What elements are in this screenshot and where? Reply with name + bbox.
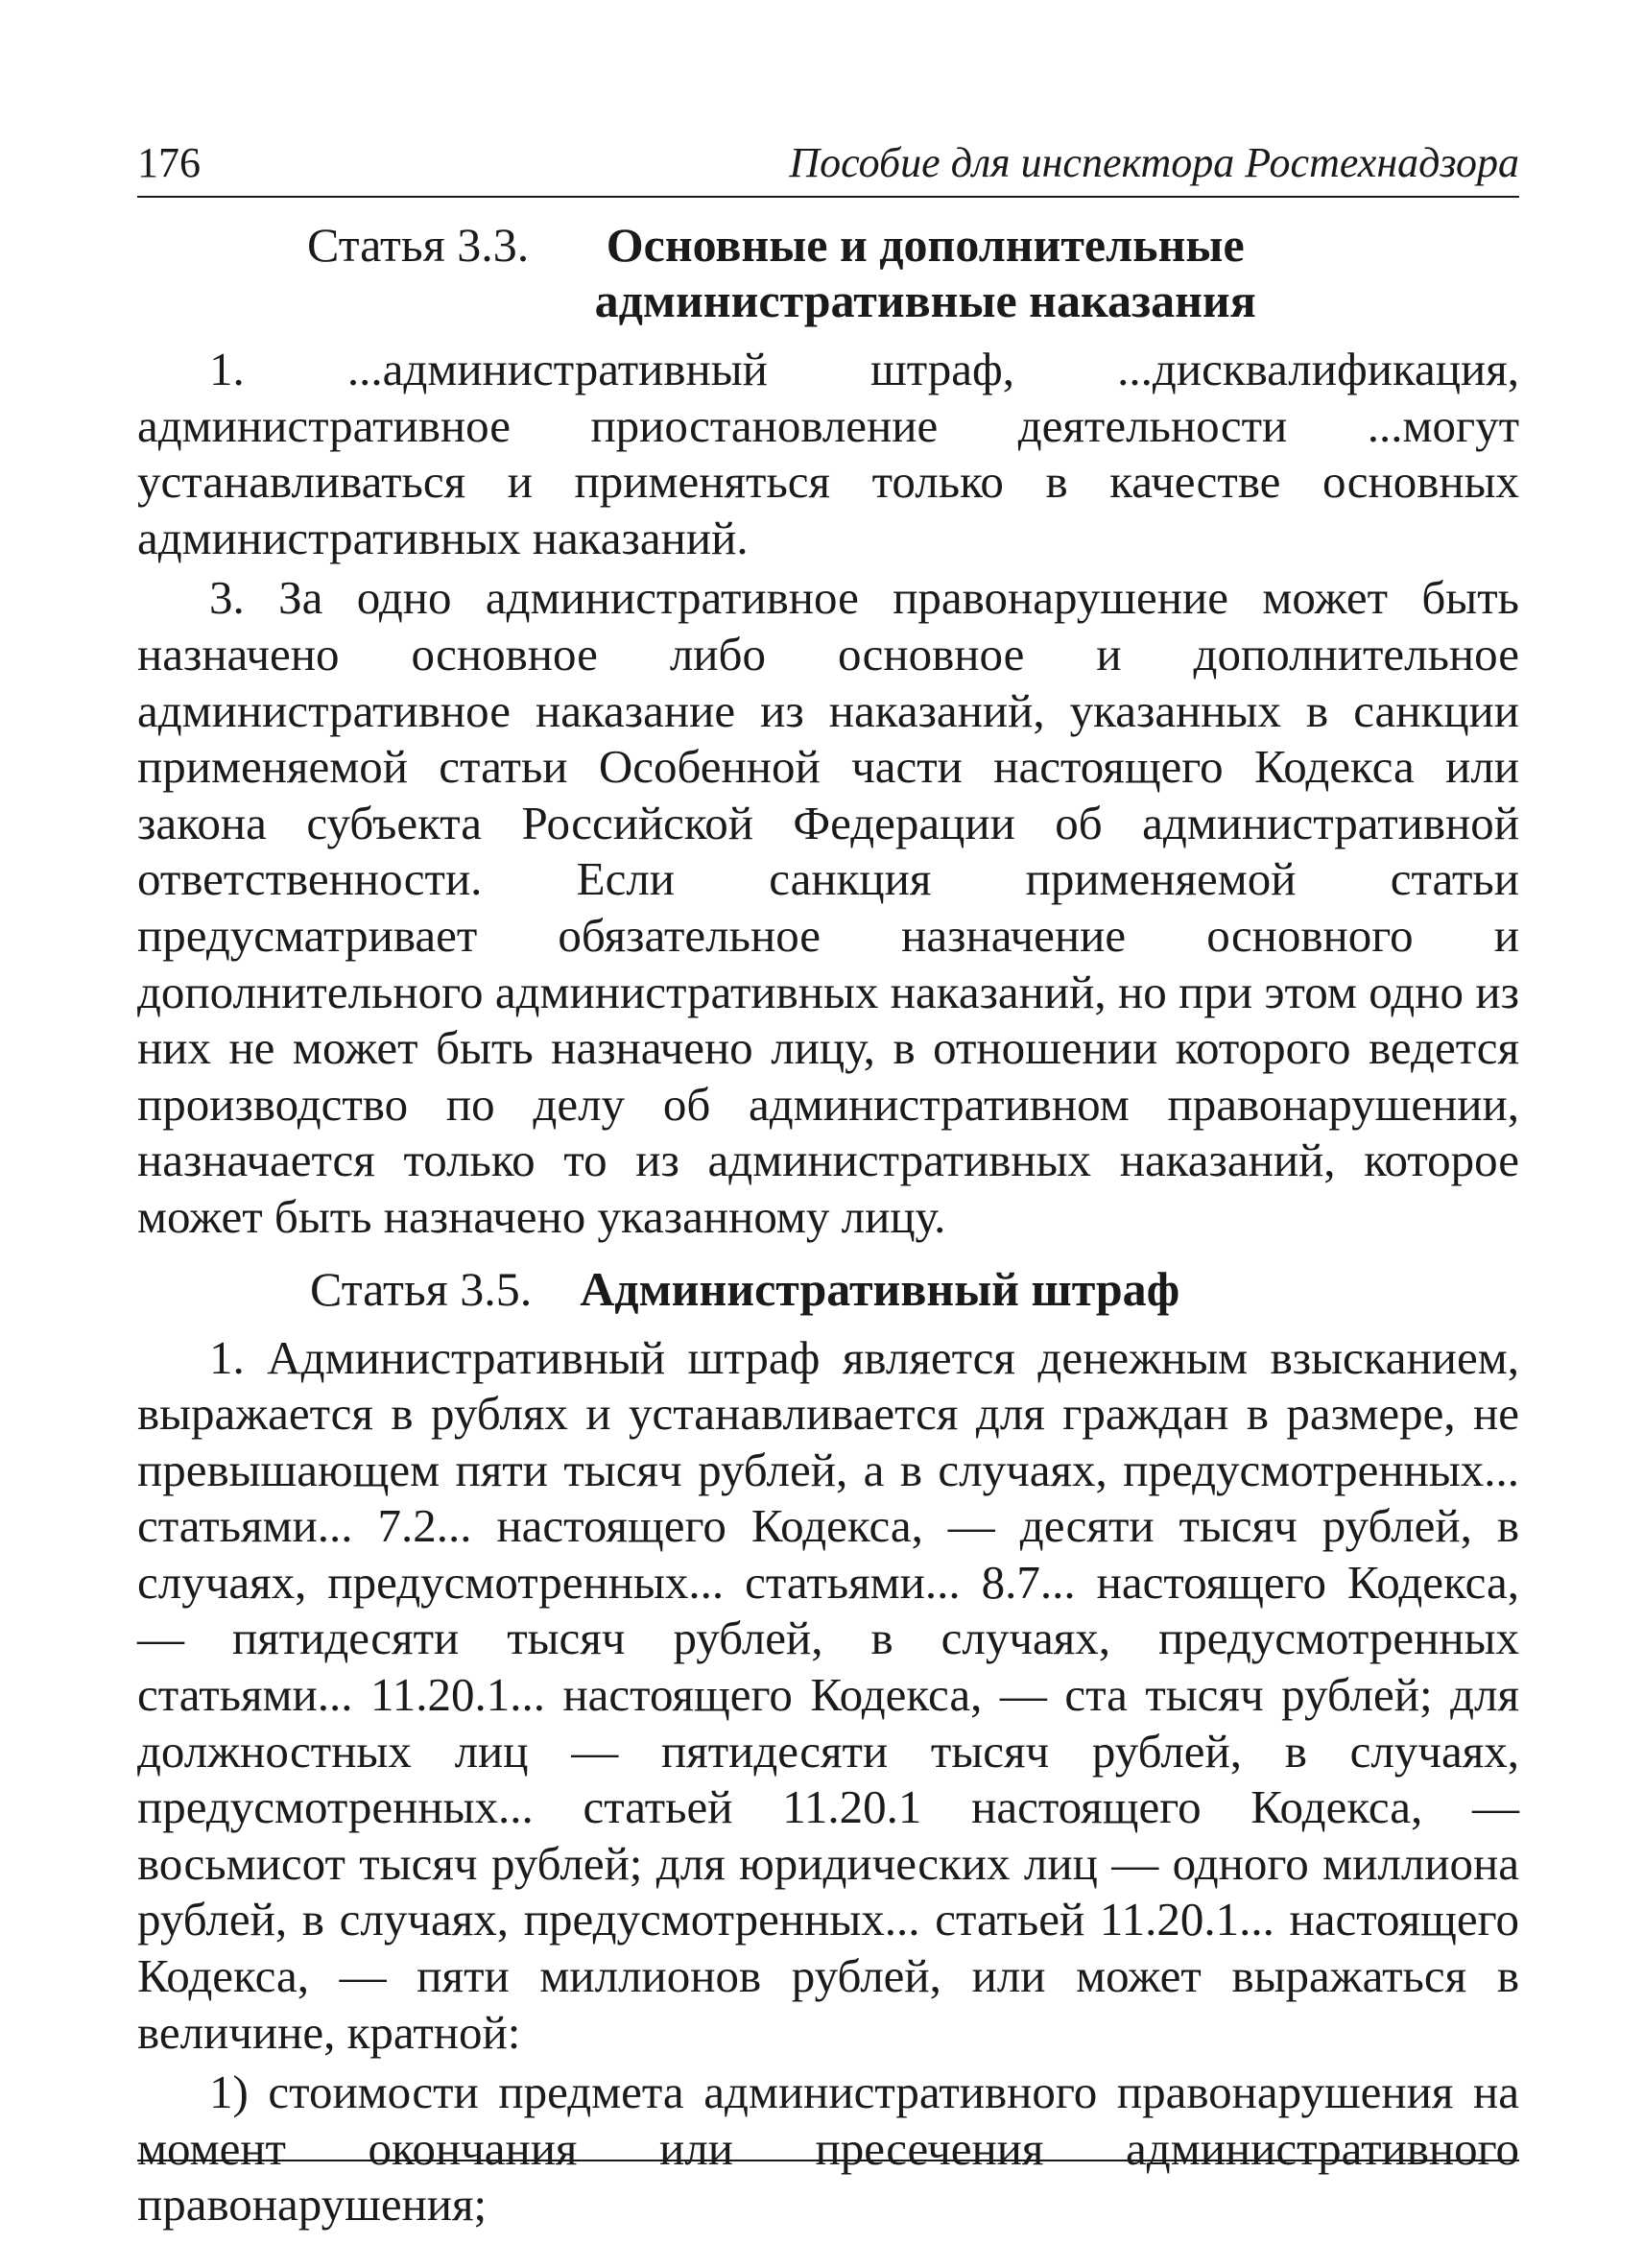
paragraph: 1. ...административный штраф, ...дисквалификация, административное приостановление деятельности ...могут устанавливаться и применяться только в качестве основных административных наказаний. [137,343,1519,564]
page-number: 176 [137,139,201,186]
document-page [137,134,1519,2233]
running-title: Пособие для инспектора Ростехнадзора [789,139,1519,186]
article-title: Административный штраф [580,1261,1180,1316]
paragraph: 3. За одно административное правонарушение может быть назначено основное либо основное и дополнительное административное наказание из наказаний, указанных в санкции применяемой статьи Особенной части настоящего Кодекса или закона субъекта Российской Федерации об административной ответственности. Если санкция применяемой статьи предусматривает обязательное назначение основного и дополнительного административных наказаний, но при этом одно из них не может быть назначено лицу, в отношении которого ведется производство по делу об административном правонарушении, назначается только то из административных наказаний, которое может быть назначено указанному лицу. [137,571,1519,1243]
paragraph: 1) стоимости предмета административного правонарушения на момент окончания или пресечения административного правонарушения; [137,2065,1519,2232]
page-header [137,134,1519,198]
footer-rule [137,2160,1519,2161]
article-label: Статья 3.5. [310,1261,533,1316]
article-title: Основные и дополнительные административные наказания [594,218,1256,327]
article-3-3-heading [137,217,1519,328]
article-3-5-heading [137,1261,1519,1317]
paragraph: 1. Административный штраф является денежным взысканием, выражается в рублях и устанавливается для граждан в размере, не превышающем пяти тысяч рублей, а в случаях, предусмотренных... статьями... 7.2... настоящего Кодекса, — десяти тысяч рублей, в случаях, предусмотренных... статьями... 8.7... настоящего Кодекса, — пятидесяти тысяч рублей, в случаях, предусмотренных статьями... 11.20.1... настоящего Кодекса, — ста тысяч рублей; для должностных лиц — пятидесяти тысяч рублей, в случаях, предусмотренных... статьей 11.20.1 настоящего Кодекса, — восьмисот тысяч рублей; для юридических лиц — одного миллиона рублей, в случаях, предусмотренных... статьей 11.20.1... настоящего Кодекса, — пяти миллионов рублей, или может выражаться в величине, кратной: [137,1330,1519,2059]
article-label: Статья 3.3. [307,218,530,272]
